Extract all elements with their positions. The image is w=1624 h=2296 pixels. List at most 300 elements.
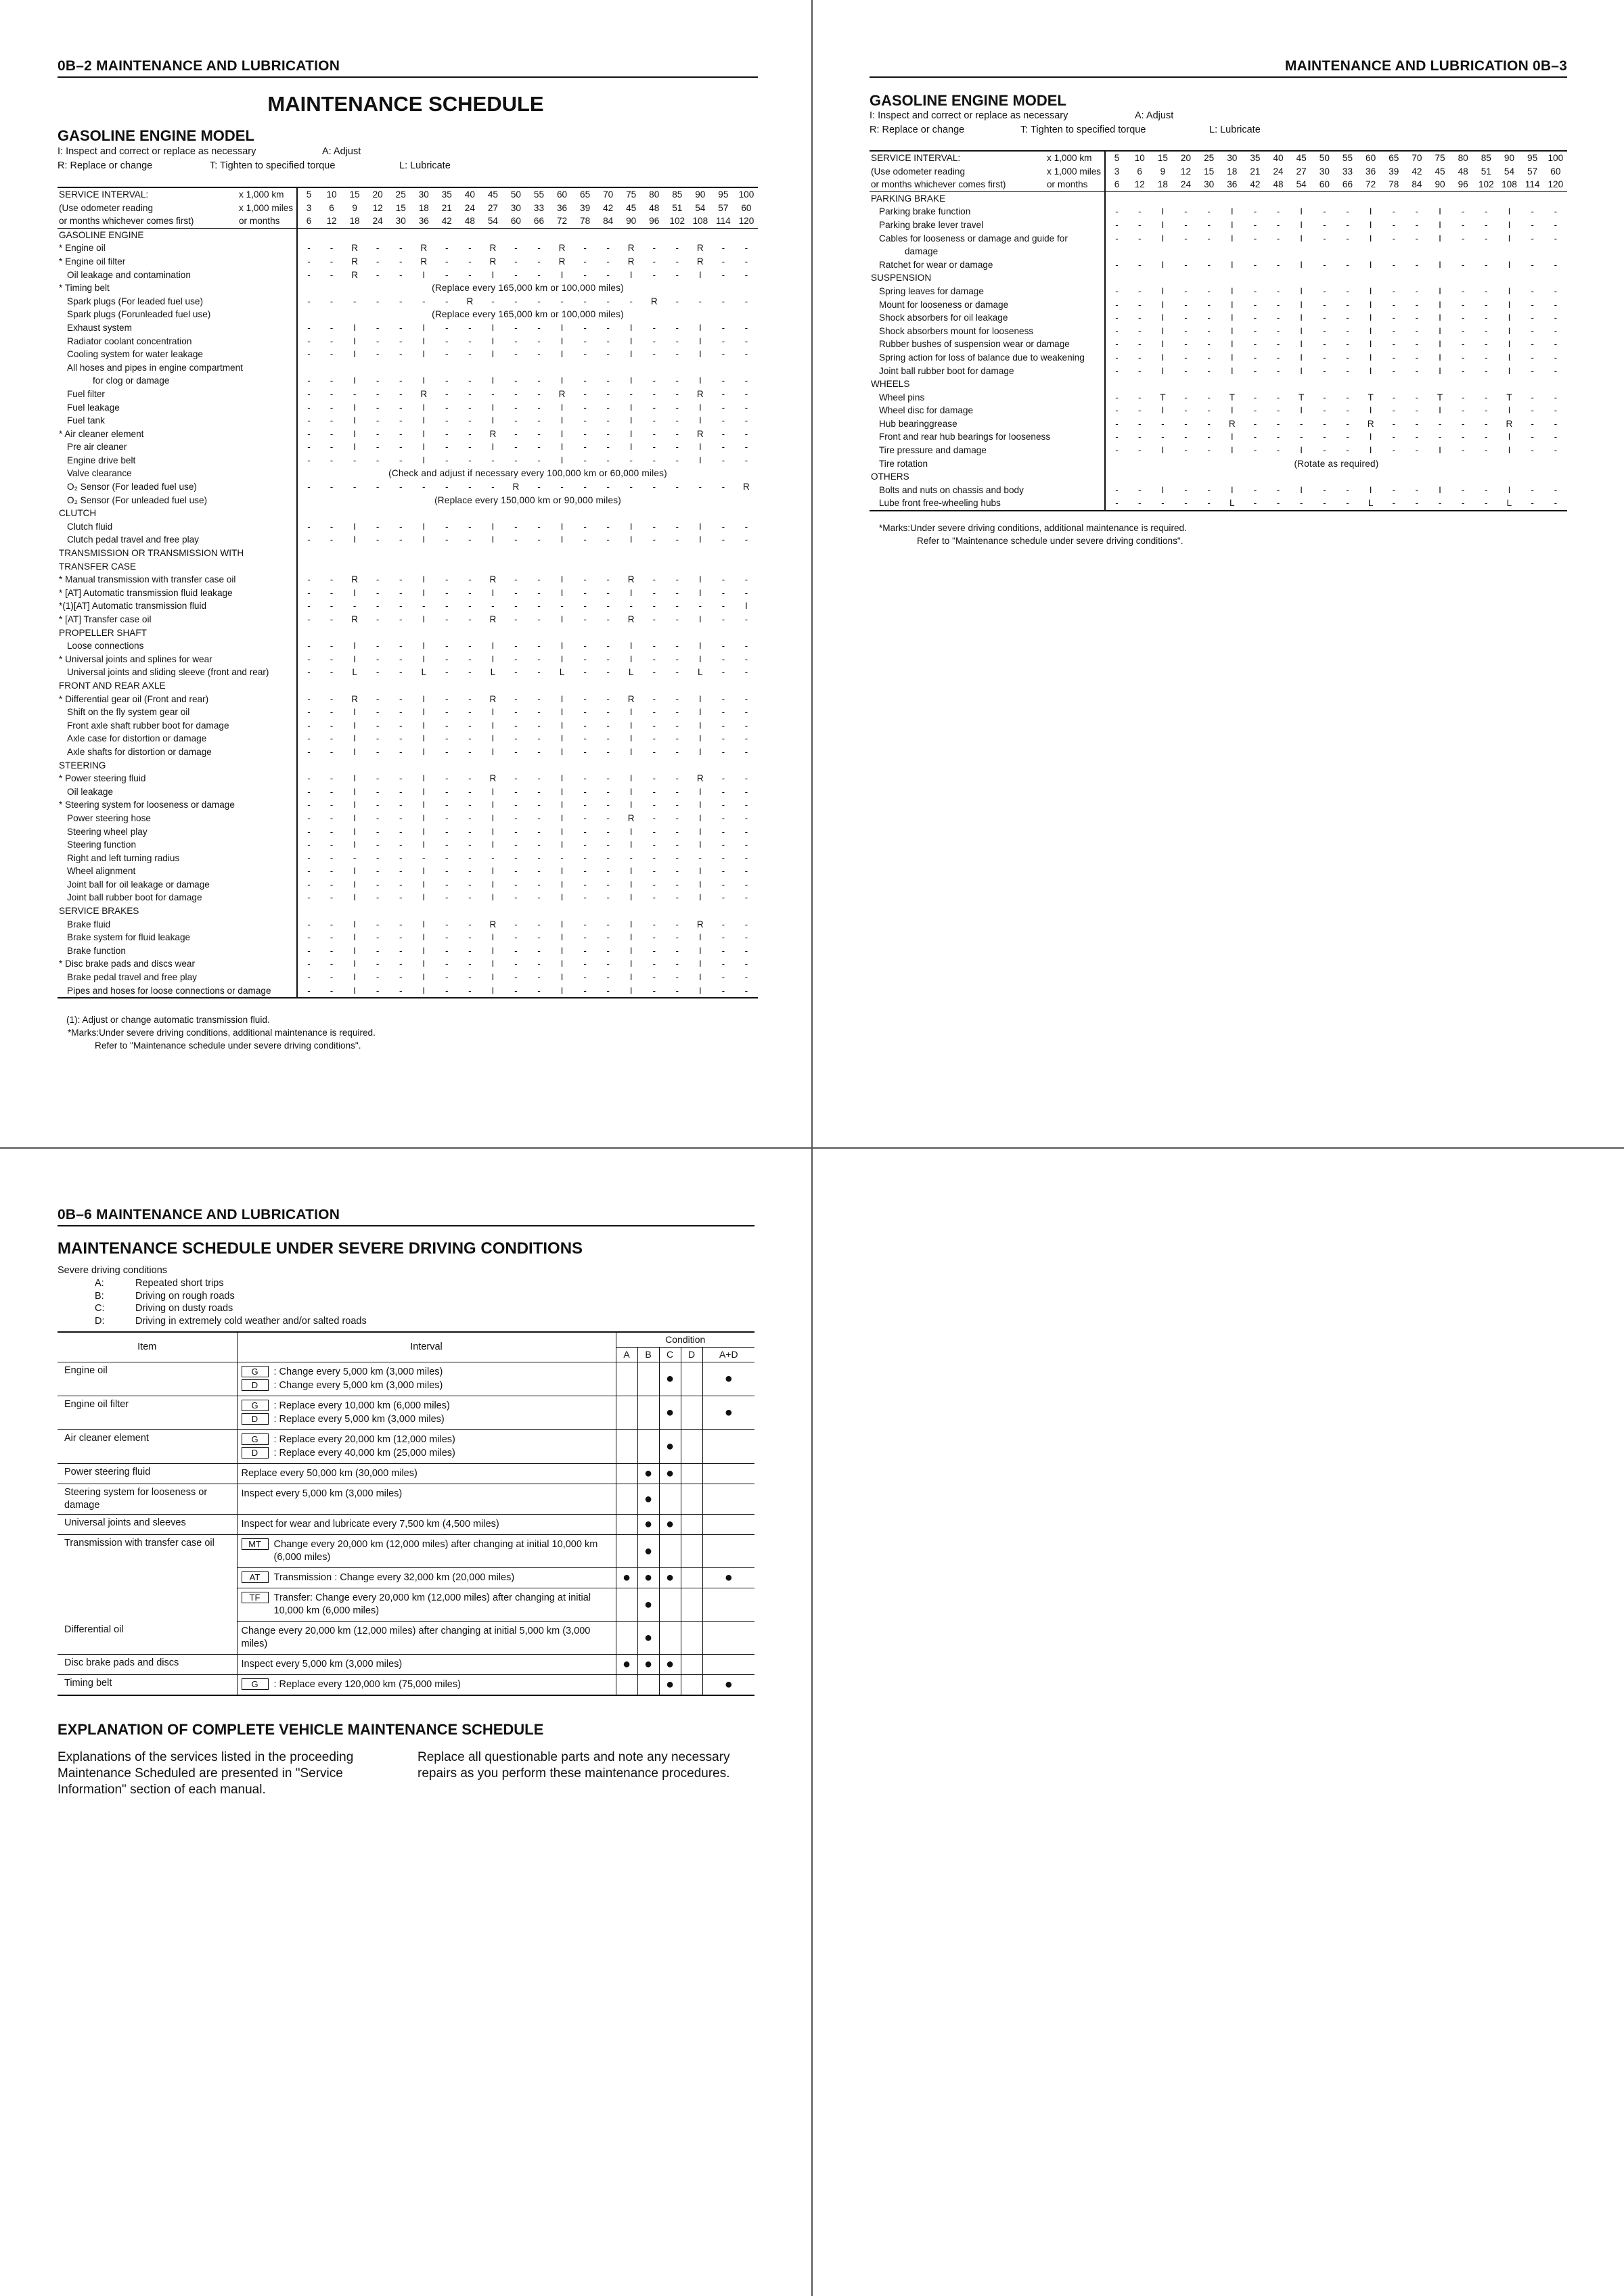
schedule-mark: I	[560, 826, 564, 837]
item-name: Steering system for looseness or damage	[58, 1484, 237, 1515]
schedule-mark: T	[1437, 392, 1443, 403]
schedule-mark: -	[399, 243, 403, 254]
schedule-mark: I	[698, 972, 702, 983]
schedule-mark: -	[445, 455, 449, 465]
interval-value: 20	[1174, 151, 1197, 165]
interval-header-row	[870, 151, 1567, 165]
schedule-mark: -	[376, 892, 380, 903]
schedule-mark: -	[1207, 299, 1211, 310]
schedule-mark: -	[399, 269, 403, 280]
schedule-mark: I	[560, 720, 564, 731]
severe-schedule-row	[58, 1362, 754, 1396]
schedule-mark: -	[744, 707, 748, 718]
schedule-mark: -	[399, 455, 403, 465]
schedule-mark: -	[721, 653, 725, 664]
schedule-mark: I	[560, 812, 564, 823]
condition-mark	[616, 1622, 637, 1655]
interval-value: 18	[418, 202, 429, 213]
schedule-mark: -	[1137, 299, 1142, 310]
schedule-mark: -	[307, 959, 311, 969]
schedule-mark: -	[675, 826, 679, 837]
schedule-mark: -	[1554, 484, 1558, 495]
schedule-mark: -	[1253, 259, 1257, 270]
schedule-mark: -	[468, 442, 472, 453]
schedule-mark: -	[514, 667, 518, 678]
schedule-row	[58, 348, 758, 361]
schedule-mark: -	[744, 945, 748, 956]
schedule-mark: -	[399, 601, 403, 612]
schedule-mark: -	[1267, 497, 1290, 511]
schedule-mark: -	[1474, 497, 1497, 511]
schedule-item-label: Spark plugs (For leaded fuel use)	[58, 295, 297, 308]
interval-value: 54	[695, 202, 706, 213]
schedule-mark: R	[420, 243, 428, 254]
interval-value: 9	[1160, 166, 1166, 177]
schedule-mark: -	[307, 812, 311, 823]
schedule-mark: L	[628, 667, 634, 678]
schedule-mark: I	[353, 786, 356, 797]
schedule-mark: -	[721, 972, 725, 983]
schedule-mark: I	[1369, 313, 1372, 323]
interval-line	[242, 1625, 612, 1651]
schedule-mark: -	[1531, 219, 1534, 230]
condition-mark	[616, 1515, 637, 1535]
schedule-mark: I	[560, 945, 564, 956]
schedule-mark: -	[1115, 325, 1119, 336]
schedule-mark: -	[744, 932, 748, 943]
condition-mark	[616, 1362, 637, 1396]
schedule-mark: -	[330, 428, 334, 439]
schedule-item-label: Spring action for loss of balance due to weakening	[870, 351, 1105, 365]
schedule-mark: -	[1253, 339, 1257, 350]
interval-value: 15	[1204, 166, 1215, 177]
schedule-mark: -	[468, 733, 472, 744]
schedule-mark: -	[735, 984, 758, 998]
schedule-row	[58, 904, 758, 918]
schedule-mark: I	[353, 892, 356, 903]
condition-mark	[702, 1464, 754, 1484]
schedule-mark: -	[1554, 285, 1558, 296]
schedule-mark: -	[721, 521, 725, 532]
schedule-mark: -	[675, 296, 679, 306]
schedule-mark: -	[330, 945, 334, 956]
schedule-mark: -	[376, 812, 380, 823]
schedule-mark: -	[514, 826, 518, 837]
schedule-mark: I	[698, 415, 702, 426]
schedule-mark: -	[468, 786, 472, 797]
schedule-mark: I	[1369, 339, 1372, 350]
empty-cell	[1105, 245, 1567, 258]
interval-cell	[237, 1675, 616, 1696]
severe-condition-item	[95, 1277, 367, 1290]
schedule-mark: -	[1207, 365, 1211, 376]
schedule-mark: -	[1184, 405, 1188, 416]
schedule-mark: -	[307, 614, 311, 624]
schedule-mark: -	[721, 866, 725, 877]
interval-line	[242, 1592, 612, 1617]
schedule-mark: I	[560, 428, 564, 439]
schedule-mark: I	[629, 972, 633, 983]
schedule-mark: I	[560, 746, 564, 757]
interval-text: Inspect for wear and lubricate every 7,500 km (4,500 miles)	[241, 1519, 499, 1530]
schedule-mark: I	[422, 402, 426, 413]
schedule-mark: -	[606, 733, 610, 744]
schedule-mark: -	[721, 614, 725, 624]
interval-unit: x 1,000 miles	[1047, 165, 1105, 179]
schedule-mark: -	[399, 707, 403, 718]
schedule-item-label: Shock absorbers mount for looseness	[870, 325, 1105, 338]
schedule-mark: R	[351, 574, 359, 585]
condition-mark	[681, 1515, 702, 1535]
schedule-mark: -	[1253, 392, 1257, 403]
interval-value: 72	[551, 214, 574, 228]
interval-value: 114	[1521, 178, 1544, 191]
schedule-mark: I	[560, 534, 564, 545]
schedule-mark: -	[399, 521, 403, 532]
schedule-row	[58, 745, 758, 759]
schedule-mark: -	[1105, 497, 1128, 511]
schedule-mark: -	[376, 879, 380, 890]
interval-text: Replace every 50,000 km (30,000 miles)	[241, 1468, 418, 1479]
interval-value: 55	[527, 187, 550, 202]
schedule-mark: I	[353, 336, 356, 346]
schedule-mark: -	[1531, 418, 1534, 429]
schedule-mark: I	[560, 375, 564, 386]
header-rule	[58, 1225, 754, 1226]
interval-line	[242, 1413, 612, 1426]
interval-value: 96	[643, 214, 666, 228]
schedule-mark: -	[376, 322, 380, 333]
schedule-mark: -	[1323, 285, 1326, 296]
schedule-mark: R	[420, 388, 428, 399]
interval-value: 96	[1451, 178, 1474, 191]
interval-value: 30	[1319, 166, 1330, 177]
schedule-row	[58, 587, 758, 600]
schedule-mark: -	[399, 720, 403, 731]
schedule-mark: -	[652, 402, 656, 413]
schedule-mark: -	[307, 879, 311, 890]
interval-value: 15	[1151, 151, 1174, 165]
interval-value: 48	[1267, 178, 1290, 191]
schedule-item-label: *(1)[AT] Automatic transmission fluid	[58, 599, 297, 613]
schedule-mark: -	[537, 641, 541, 651]
schedule-mark: I	[353, 959, 356, 969]
schedule-mark: -	[445, 720, 449, 731]
schedule-mark: I	[1230, 285, 1234, 296]
schedule-mark: -	[353, 455, 357, 465]
schedule-mark: -	[376, 932, 380, 943]
schedule-mark: I	[698, 322, 702, 333]
schedule-mark: I	[698, 614, 702, 624]
schedule-mark: -	[744, 614, 748, 624]
schedule-item-label: Hub bearinggrease	[870, 417, 1105, 431]
schedule-mark: -	[1531, 233, 1534, 244]
schedule-item-label: for clog or damage	[58, 374, 297, 388]
severe-schedule-row	[58, 1464, 754, 1484]
schedule-mark: -	[1115, 339, 1119, 350]
schedule-mark: -	[1415, 299, 1419, 310]
interval-value: 50	[504, 187, 527, 202]
interval-value: 30	[1221, 151, 1244, 165]
schedule-mark: I	[629, 720, 633, 731]
schedule-mark: -	[399, 296, 403, 306]
schedule-mark: -	[1346, 365, 1349, 376]
interval-value: 60	[1550, 166, 1561, 177]
schedule-mark: -	[514, 812, 518, 823]
schedule-row	[870, 271, 1567, 285]
maintenance-schedule-table	[58, 187, 758, 998]
schedule-mark: -	[583, 349, 587, 360]
interval-value: 18	[1227, 166, 1238, 177]
schedule-mark: I	[629, 866, 633, 877]
schedule-mark: -	[675, 587, 679, 598]
schedule-mark: -	[376, 852, 380, 863]
schedule-mark: -	[491, 482, 495, 492]
schedule-mark: -	[744, 800, 748, 810]
schedule-mark: -	[1485, 339, 1488, 350]
schedule-row	[870, 325, 1567, 338]
schedule-mark: -	[560, 482, 564, 492]
schedule-item-label: STEERING	[58, 759, 297, 773]
schedule-mark: -	[1137, 352, 1142, 363]
schedule-mark: -	[652, 720, 656, 731]
schedule-mark: -	[606, 932, 610, 943]
schedule-mark: I	[353, 349, 356, 360]
schedule-row	[58, 984, 758, 998]
schedule-mark: -	[399, 322, 403, 333]
schedule-mark: I	[560, 932, 564, 943]
schedule-mark: -	[1554, 219, 1558, 230]
schedule-mark: I	[1439, 352, 1441, 363]
severe-schedule-row	[58, 1484, 754, 1515]
schedule-mark: -	[1276, 219, 1280, 230]
interval-cell	[237, 1568, 616, 1588]
schedule-mark: I	[1300, 325, 1303, 336]
schedule-row	[870, 351, 1567, 365]
schedule-mark: I	[560, 653, 564, 664]
schedule-mark: I	[1230, 432, 1234, 442]
schedule-mark: I	[491, 269, 495, 280]
schedule-row	[58, 467, 758, 480]
schedule-mark: -	[1485, 219, 1488, 230]
schedule-mark: I	[629, 959, 633, 969]
schedule-mark: -	[468, 322, 472, 333]
item-name: Disc brake pads and discs	[58, 1655, 237, 1675]
schedule-mark: I	[422, 972, 426, 983]
schedule-item-label: Oil leakage and contamination	[58, 269, 297, 282]
schedule-mark: -	[1137, 484, 1142, 495]
schedule-mark: -	[583, 919, 587, 929]
schedule-row	[58, 599, 758, 613]
schedule-mark: -	[744, 773, 748, 784]
schedule-mark: -	[504, 984, 527, 998]
schedule-mark: -	[583, 932, 587, 943]
schedule-item-label: Fuel tank	[58, 414, 297, 428]
schedule-mark: -	[721, 256, 725, 267]
interval-value: 90	[1497, 151, 1520, 165]
interval-value: 51	[672, 202, 683, 213]
schedule-mark: I	[353, 919, 356, 929]
schedule-mark: -	[1323, 299, 1326, 310]
schedule-row	[58, 374, 758, 388]
schedule-mark: -	[744, 812, 748, 823]
condition-key: C:	[95, 1303, 105, 1314]
schedule-mark: -	[1346, 233, 1349, 244]
schedule-item-label: Parking brake function	[870, 205, 1105, 219]
schedule-mark: -	[435, 984, 458, 998]
schedule-mark: -	[1323, 259, 1326, 270]
schedule-mark: -	[514, 800, 518, 810]
schedule-mark: I	[422, 800, 426, 810]
schedule-mark: I	[1230, 365, 1234, 376]
interval-value: 48	[458, 214, 481, 228]
schedule-mark: -	[445, 428, 449, 439]
schedule-mark: R	[696, 256, 704, 267]
schedule-mark: -	[1554, 299, 1558, 310]
schedule-mark: -	[399, 879, 403, 890]
schedule-mark: -	[330, 521, 334, 532]
schedule-mark: -	[537, 269, 541, 280]
interval-value: 6	[329, 202, 334, 213]
schedule-mark: -	[514, 879, 518, 890]
schedule-mark: -	[1521, 497, 1544, 511]
schedule-mark: R	[489, 919, 497, 929]
schedule-row	[870, 219, 1567, 232]
schedule-mark: -	[675, 534, 679, 545]
schedule-mark: -	[1253, 405, 1257, 416]
schedule-mark: -	[1554, 365, 1558, 376]
interval-value: 75	[620, 187, 643, 202]
schedule-mark: -	[376, 482, 380, 492]
schedule-mark: -	[1253, 233, 1257, 244]
schedule-mark: -	[399, 693, 403, 704]
empty-cell	[1105, 470, 1567, 484]
schedule-mark: I	[551, 984, 574, 998]
interval-value: 45	[626, 202, 637, 213]
schedule-mark: -	[376, 269, 380, 280]
schedule-mark: -	[1415, 392, 1419, 403]
schedule-interval-note: (Check and adjust if necessary every 100,000 km or 60,000 miles)	[388, 468, 667, 479]
schedule-mark: -	[1253, 484, 1257, 495]
schedule-mark: -	[1253, 445, 1257, 456]
schedule-item-label: damage	[870, 245, 1105, 258]
schedule-mark: -	[468, 919, 472, 929]
schedule-mark: -	[491, 601, 495, 612]
schedule-mark: I	[491, 442, 495, 453]
schedule-mark: I	[353, 375, 356, 386]
schedule-mark: -	[606, 641, 610, 651]
interval-value: 35	[1244, 151, 1267, 165]
schedule-mark: R	[351, 256, 359, 267]
schedule-mark: -	[491, 388, 495, 399]
schedule-mark: -	[330, 375, 334, 386]
schedule-row	[58, 361, 758, 375]
schedule-mark: R	[696, 919, 704, 929]
schedule-mark: I	[620, 984, 643, 998]
interval-value: 3	[1114, 166, 1120, 177]
schedule-mark: -	[1253, 313, 1257, 323]
interval-cell	[237, 1484, 616, 1515]
section-subtitle: GASOLINE ENGINE MODEL	[870, 92, 1066, 109]
schedule-mark: -	[1415, 418, 1419, 429]
schedule-mark: -	[1137, 405, 1142, 416]
schedule-mark: I	[629, 269, 633, 280]
interval-value: 25	[389, 187, 412, 202]
schedule-mark: I	[491, 932, 495, 943]
note-3: Refer to "Maintenance schedule under severe driving conditions".	[95, 1040, 361, 1051]
schedule-mark: -	[652, 322, 656, 333]
schedule-row	[870, 404, 1567, 417]
schedule-mark: -	[583, 892, 587, 903]
schedule-mark: I	[353, 653, 356, 664]
schedule-mark: R	[512, 482, 520, 492]
schedule-mark: -	[514, 349, 518, 360]
schedule-mark: -	[1485, 285, 1488, 296]
schedule-mark: -	[675, 800, 679, 810]
schedule-mark: -	[353, 852, 357, 863]
schedule-mark: I	[1508, 445, 1511, 456]
schedule-mark: I	[698, 693, 702, 704]
schedule-mark: -	[468, 574, 472, 585]
schedule-mark: -	[652, 892, 656, 903]
schedule-mark: -	[1276, 418, 1280, 429]
schedule-mark: -	[721, 932, 725, 943]
schedule-mark: -	[606, 428, 610, 439]
schedule-mark: -	[698, 296, 702, 306]
schedule-mark: -	[675, 932, 679, 943]
interval-text: Change every 20,000 km (12,000 miles) after changing at initial 5,000 km (3,000 miles)	[241, 1626, 591, 1649]
severe-schedule-row	[58, 1515, 754, 1535]
schedule-mark: -	[307, 733, 311, 744]
condition-key: D:	[95, 1315, 105, 1327]
schedule-mark: I	[629, 746, 633, 757]
interval-text: Transmission : Change every 32,000 km (20,000 miles)	[273, 1572, 515, 1583]
schedule-mark: -	[1115, 285, 1119, 296]
schedule-mark: -	[721, 800, 725, 810]
schedule-mark: -	[376, 919, 380, 929]
schedule-mark: -	[537, 243, 541, 254]
schedule-mark: I	[629, 892, 633, 903]
schedule-item-label: PARKING BRAKE	[870, 191, 1105, 205]
legend-adjust: A: Adjust	[322, 146, 361, 157]
schedule-mark: -	[1323, 219, 1326, 230]
schedule-mark: -	[1276, 299, 1280, 310]
interval-value: 21	[441, 202, 452, 213]
schedule-mark: -	[1531, 339, 1534, 350]
schedule-mark: -	[1346, 405, 1349, 416]
schedule-mark: -	[399, 336, 403, 346]
schedule-mark: R	[627, 243, 635, 254]
schedule-mark: -	[514, 945, 518, 956]
schedule-mark: -	[297, 984, 320, 998]
interval-value: 102	[1474, 178, 1497, 191]
schedule-mark: -	[1554, 325, 1558, 336]
schedule-mark: -	[675, 243, 679, 254]
schedule-mark: -	[399, 614, 403, 624]
interval-value: 60	[741, 202, 752, 213]
interval-value: 48	[1458, 166, 1468, 177]
schedule-mark: -	[514, 322, 518, 333]
schedule-mark: -	[307, 322, 311, 333]
schedule-mark: -	[376, 733, 380, 744]
schedule-mark: -	[307, 852, 311, 863]
schedule-mark: -	[376, 521, 380, 532]
interval-cell	[237, 1588, 616, 1622]
schedule-mark: -	[1461, 233, 1465, 244]
schedule-mark: I	[698, 879, 702, 890]
schedule-mark: -	[1554, 339, 1558, 350]
interval-value: 36	[412, 214, 435, 228]
